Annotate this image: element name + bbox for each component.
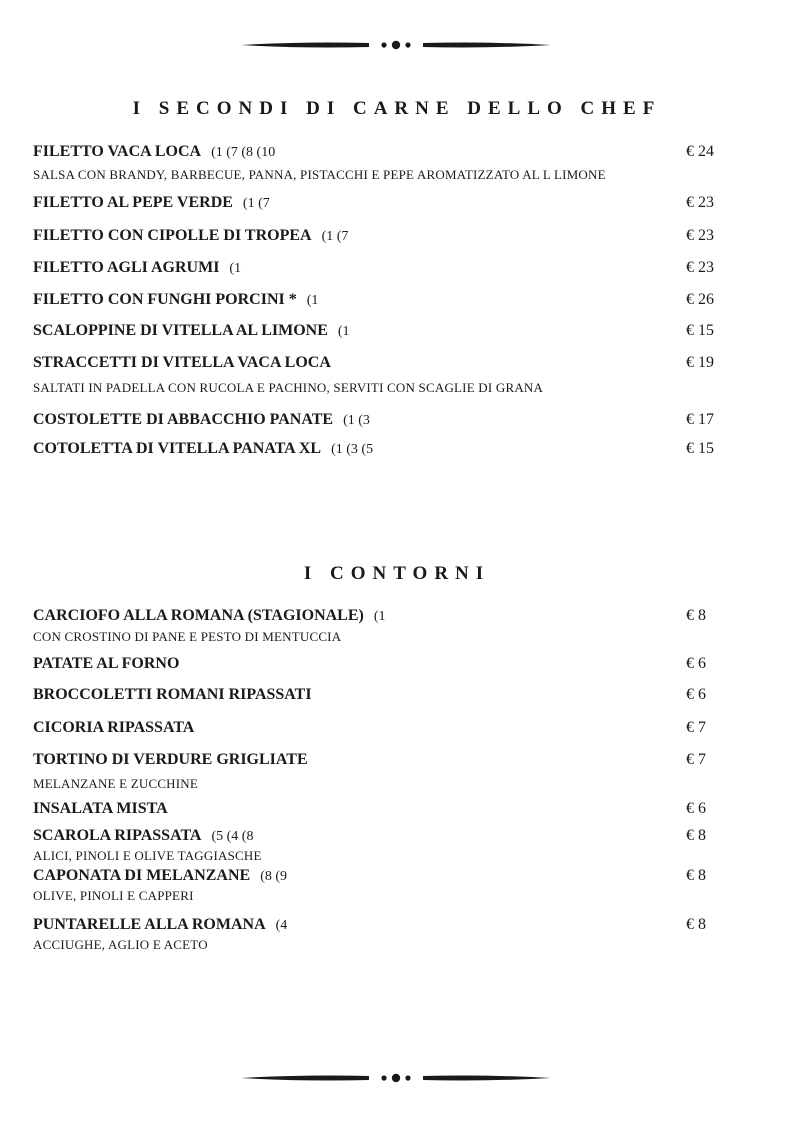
menu-item-carciofo (33, 607, 723, 627)
item-price: € 8 (686, 867, 706, 884)
item-price: € 6 (686, 686, 706, 703)
bottom-ornament-divider (241, 1072, 551, 1084)
item-name: FILETTO CON CIPOLLE DI TROPEA (1 (7 (33, 227, 349, 244)
item-description: CON CROSTINO DI PANE E PESTO DI MENTUCCIA (33, 629, 342, 644)
item-price: € 23 (686, 259, 714, 276)
item-name: PUNTARELLE ALLA ROMANA (4 (33, 916, 288, 933)
section-title-secondi: I SECONDI DI CARNE DELLO CHEF (132, 98, 662, 119)
item-name: FILETTO VACA LOCA (1 (7 (8 (10 (33, 143, 276, 160)
item-price: € 17 (686, 411, 714, 428)
item-name: SCALOPPINE DI VITELLA AL LIMONE (1 (33, 322, 350, 339)
item-price: € 8 (686, 607, 706, 624)
allergen-codes: (1 (229, 261, 242, 276)
item-name: FILETTO CON FUNGHI PORCINI * (1 (33, 291, 319, 308)
item-name: COTOLETTA DI VITELLA PANATA XL (1 (3 (5 (33, 440, 374, 457)
item-name: COSTOLETTE DI ABBACCHIO PANATE (1 (3 (33, 411, 370, 428)
allergen-codes: (1 (7 (321, 229, 349, 244)
item-name: TORTINO DI VERDURE GRIGLIATE (33, 751, 308, 768)
item-name: PATATE AL FORNO (33, 655, 180, 672)
allergen-codes: (4 (275, 918, 288, 933)
menu-item-caponata (33, 867, 723, 887)
menu-item-cicoria (33, 719, 723, 739)
item-name: CARCIOFO ALLA ROMANA (STAGIONALE) (1 (33, 607, 386, 624)
allergen-codes: (1 (7 (242, 196, 270, 211)
item-price: € 7 (686, 751, 706, 768)
item-price: € 19 (686, 354, 714, 371)
section-title-contorni: I CONTORNI (303, 563, 491, 584)
allergen-codes: (1 (337, 324, 350, 339)
item-description: MELANZANE E ZUCCHINE (33, 776, 199, 791)
item-name: CAPONATA DI MELANZANE (8 (9 (33, 867, 288, 884)
item-name: FILETTO AGLI AGRUMI (1 (33, 259, 242, 276)
item-price: € 8 (686, 827, 706, 844)
item-price: € 6 (686, 800, 706, 817)
menu-item-filetto-cipolle (33, 227, 723, 247)
item-name: STRACCETTI DI VITELLA VACA LOCA (33, 354, 331, 371)
allergen-codes: (5 (4 (8 (211, 829, 254, 844)
menu-item-costolette (33, 411, 723, 431)
item-price: € 7 (686, 719, 706, 736)
menu-item-scarola (33, 827, 723, 847)
item-price: € 15 (686, 322, 714, 339)
menu-item-filetto-vaca-loca (33, 143, 723, 163)
menu-item-filetto-pepe-verde (33, 194, 723, 214)
item-price: € 24 (686, 143, 714, 160)
item-description: OLIVE, PINOLI E CAPPERI (33, 888, 194, 903)
allergen-codes: (1 (3 (5 (331, 442, 374, 457)
item-name: CICORIA RIPASSATA (33, 719, 195, 736)
allergen-codes: (1 (306, 293, 319, 308)
item-description: SALTATI IN PADELLA CON RUCOLA E PACHINO, SERVITI CON SCAGLIE DI GRANA (33, 380, 544, 395)
item-description: ALICI, PINOLI E OLIVE TAGGIASCHE (33, 848, 262, 863)
top-ornament-divider (241, 39, 551, 51)
item-price: € 6 (686, 655, 706, 672)
allergen-codes: (8 (9 (260, 869, 288, 884)
item-description: SALSA CON BRANDY, BARBECUE, PANNA, PISTACCHI E PEPE AROMATIZZATO AL L LIMONE (33, 167, 606, 182)
menu-item-straccetti (33, 354, 723, 374)
allergen-codes: (1 (373, 609, 386, 624)
item-price: € 26 (686, 291, 714, 308)
allergen-codes: (1 (7 (8 (10 (211, 145, 276, 160)
item-name: BROCCOLETTI ROMANI RIPASSATI (33, 686, 312, 703)
item-name: SCAROLA RIPASSATA (5 (4 (8 (33, 827, 254, 844)
menu-item-cotoletta (33, 440, 723, 460)
menu-item-puntarelle (33, 916, 723, 936)
item-price: € 15 (686, 440, 714, 457)
allergen-codes: (1 (3 (343, 413, 370, 428)
menu-item-insalata (33, 800, 723, 820)
item-price: € 8 (686, 916, 706, 933)
menu-item-filetto-agrumi (33, 259, 723, 279)
item-name: INSALATA MISTA (33, 800, 168, 817)
item-description: ACCIUGHE, AGLIO E ACETO (33, 937, 208, 952)
item-price: € 23 (686, 194, 714, 211)
menu-item-scaloppine (33, 322, 723, 342)
menu-item-patate (33, 655, 723, 675)
item-price: € 23 (686, 227, 714, 244)
menu-item-filetto-porcini (33, 291, 723, 311)
menu-item-tortino (33, 751, 723, 771)
menu-item-broccoletti (33, 686, 723, 706)
item-name: FILETTO AL PEPE VERDE (1 (7 (33, 194, 270, 211)
